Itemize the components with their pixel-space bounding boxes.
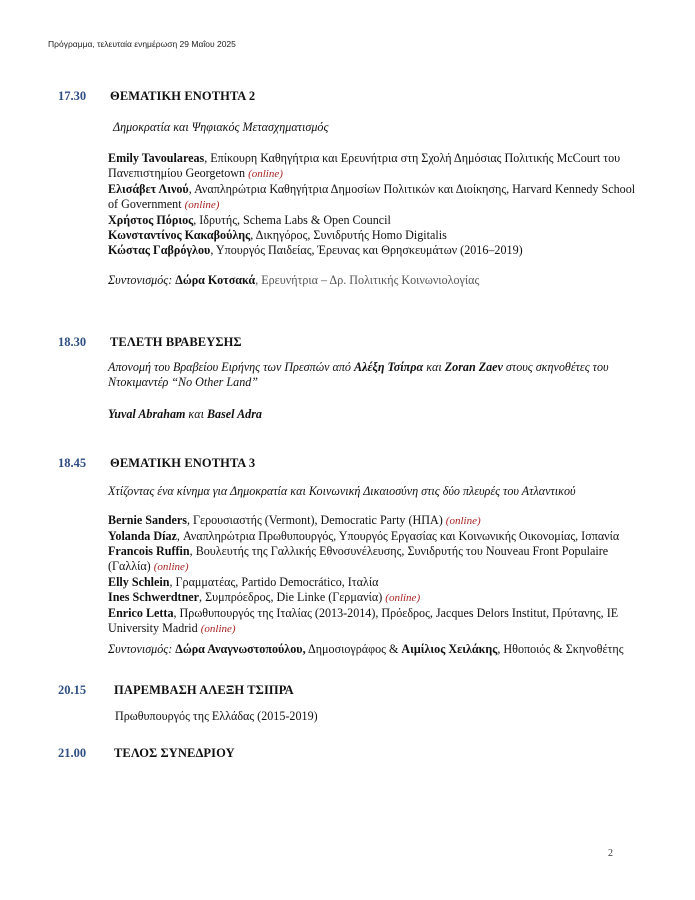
speaker-name: Yolanda Díaz	[108, 529, 177, 543]
laureate-name: Yuval Abraham	[108, 407, 186, 421]
award-text: Απονομή του Βραβείου Ειρήνης των Πρεσπών από	[108, 360, 355, 374]
speaker-item	[108, 606, 648, 637]
speaker-item	[108, 228, 648, 243]
award-text: στους σκηνοθέτες του Ντοκιμαντέρ “No Other Land”	[108, 360, 609, 389]
award-text: και	[423, 360, 445, 374]
moderator-line	[108, 273, 648, 288]
speaker-item	[108, 513, 648, 529]
page-header: Πρόγραμμα, τελευταία ενημέρωση 29 Μαΐου 2025	[48, 39, 236, 49]
speaker-desc: , Δικηγόρος, Συνιδρυτής Homo Digitalis	[250, 228, 447, 242]
speaker-desc: , Αναπληρώτρια Καθηγήτρια Δημοσίων Πολιτικών και Διοίκησης, Harvard Kennedy School of Government	[108, 182, 636, 211]
speaker-list	[108, 151, 648, 258]
speaker-desc: , Επίκουρη Καθηγήτρια και Ερευνήτρια στη Σχολή Δημόσιας Πολιτικής McCourt του Πανεπιστημίου Georgetown	[108, 151, 621, 180]
session-subtitle: Πρωθυπουργός της Ελλάδας (2015-2019)	[115, 709, 318, 723]
presenter-name: Zoran Zaev	[444, 360, 503, 374]
session-time: 18.30	[58, 335, 87, 349]
online-tag: (online)	[385, 592, 421, 604]
laureates-line	[108, 407, 648, 422]
speaker-name: Elly Schlein	[108, 575, 170, 589]
award-description	[108, 360, 648, 390]
session-title: ΤΕΛΕΤΗ ΒΡΑΒΕΥΣΗΣ	[110, 335, 242, 349]
speaker-desc: , Συμπρόεδρος, Die Linke (Γερμανία)	[199, 590, 383, 604]
speaker-desc: , Γραμματέας, Partido Democrático, Ιταλία	[169, 575, 379, 589]
page-number: 2	[608, 848, 613, 859]
speaker-item	[108, 151, 648, 182]
laureate-name: Basel Adra	[206, 407, 262, 421]
moderator-name: Δώρα Αναγνωστοπούλου,	[175, 642, 306, 656]
speaker-name: Ines Schwerdtner	[108, 590, 200, 604]
speaker-item	[108, 590, 648, 606]
speaker-name: Κωνσταντίνος Κακαβούλης	[108, 228, 251, 242]
speaker-name: Χρήστος Πόριος	[108, 213, 194, 227]
speaker-name: Ελισάβετ Λινού	[108, 182, 189, 196]
speaker-name: Emily Tavoulareas	[108, 151, 205, 165]
speaker-desc: , Ιδρυτής, Schema Labs & Open Council	[193, 213, 391, 227]
speaker-name: Κώστας Γαβρόγλου	[108, 243, 211, 257]
session-subtitle: Χτίζοντας ένα κίνημα για Δημοκρατία και Κοινωνική Δικαιοσύνη στις δύο πλευρές του Ατλαντικού	[108, 484, 576, 498]
moderator-label: Συντονισμός:	[108, 642, 173, 656]
online-tag: (online)	[445, 515, 481, 527]
speaker-desc: , Υπουργός Παιδείας, Έρευνας και Θρησκευμάτων (2016–2019)	[210, 243, 523, 257]
speaker-name: Enrico Letta	[108, 606, 174, 620]
session-title: ΤΕΛΟΣ ΣΥΝΕΔΡΙΟΥ	[114, 746, 235, 760]
moderator-line	[108, 642, 648, 657]
session-time: 17.30	[58, 89, 87, 103]
speaker-item	[108, 182, 648, 213]
speaker-desc: , Βουλευτής της Γαλλικής Εθνοσυνέλευσης, Συνιδρυτής του Nouveau Front Populaire (Γαλλία)	[108, 544, 609, 573]
moderator-desc: , Ερευνήτρια – Δρ. Πολιτικής Κοινωνιολογίας	[255, 273, 480, 287]
session-time: 18.45	[58, 456, 87, 470]
speaker-item	[108, 575, 648, 590]
moderator-desc: Δημοσιογράφος &	[305, 642, 402, 656]
speaker-item	[108, 529, 648, 544]
session-title: ΘΕΜΑΤΙΚΗ ΕΝΟΤΗΤΑ 2	[110, 89, 256, 103]
speaker-item	[108, 243, 648, 258]
speaker-name: Bernie Sanders	[108, 513, 187, 527]
session-title: ΘΕΜΑΤΙΚΗ ΕΝΟΤΗΤΑ 3	[110, 456, 256, 470]
session-subtitle: Δημοκρατία και Ψηφιακός Μετασχηματισμός	[113, 120, 329, 134]
moderator-name: Αιμίλιος Χειλάκης	[401, 642, 498, 656]
speaker-list	[108, 513, 648, 637]
laureate-and: και	[185, 407, 207, 421]
session-time: 20.15	[58, 683, 87, 697]
online-tag: (online)	[153, 561, 189, 573]
speaker-desc: , Αναπληρώτρια Πρωθυπουργός, Υπουργός Εργασίας και Κοινωνικής Οικονομίας, Ισπανία	[176, 529, 620, 543]
speaker-desc: , Γερουσιαστής (Vermont), Democratic Party (ΗΠΑ)	[186, 513, 443, 527]
online-tag: (online)	[248, 168, 283, 180]
speaker-item	[108, 544, 648, 575]
session-time: 21.00	[58, 746, 87, 760]
moderator-desc: , Ηθοποιός & Σκηνοθέτης	[497, 642, 624, 656]
speaker-item	[108, 213, 648, 228]
speaker-desc: , Πρωθυπουργός της Ιταλίας (2013-2014), Πρόεδρος, Jacques Delors Institut, Πρύτανης, IE University Madrid	[108, 606, 619, 635]
moderator-name: Δώρα Κοτσακά	[175, 273, 256, 287]
session-title: ΠΑΡΕΜΒΑΣΗ ΑΛΕΞΗ ΤΣΙΠΡΑ	[114, 683, 294, 697]
moderator-label: Συντονισμός:	[108, 273, 173, 287]
online-tag: (online)	[200, 623, 236, 635]
online-tag: (online)	[184, 199, 220, 211]
presenter-name: Αλέξη Τσίπρα	[354, 360, 424, 374]
speaker-name: Francois Ruffin	[108, 544, 190, 558]
